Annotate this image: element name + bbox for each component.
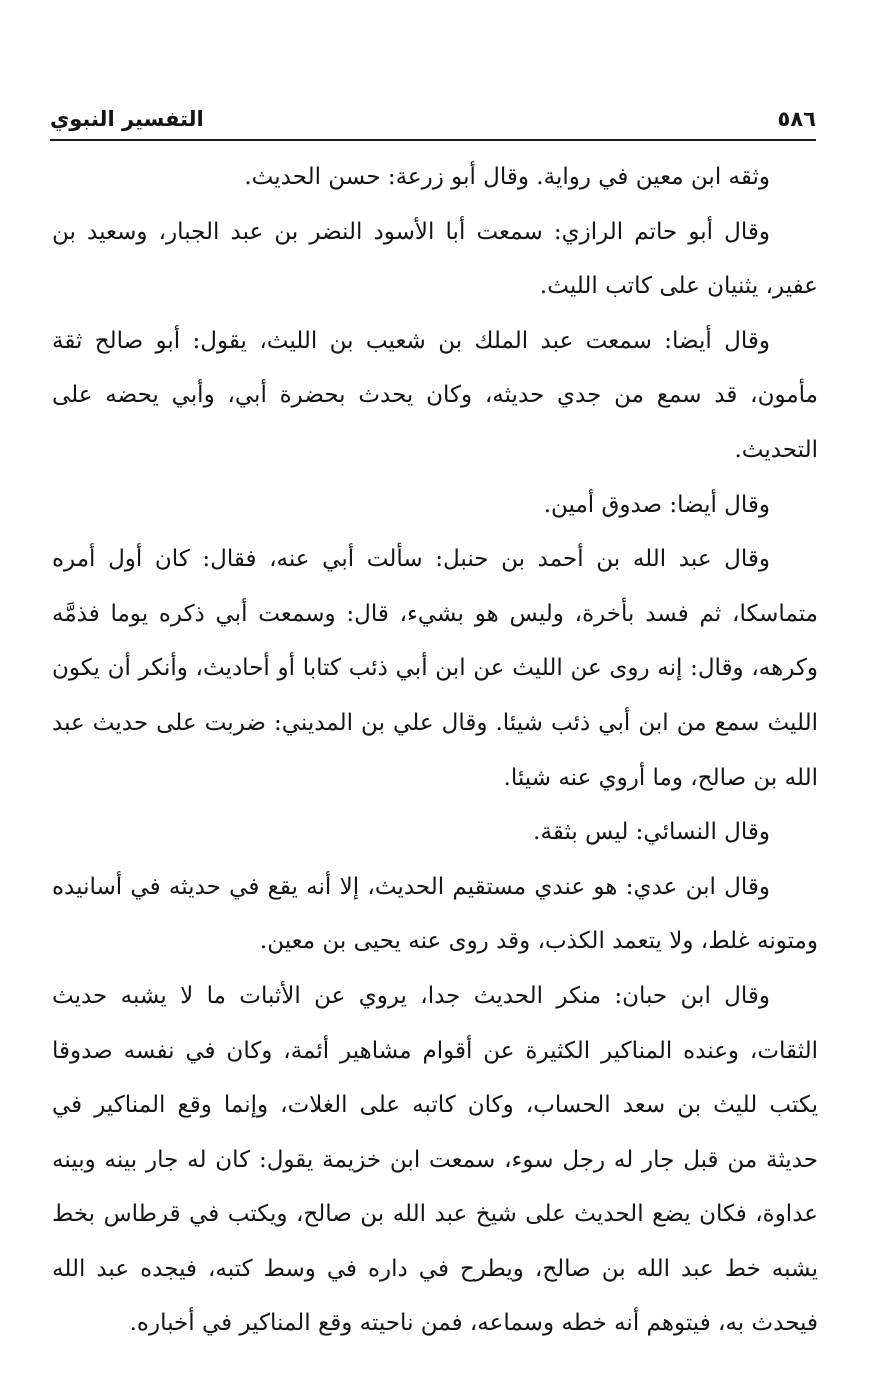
paragraph-1: وثقه ابن معين في رواية. وقال أبو زرعة: حسن الحديث. <box>244 164 770 190</box>
paragraph-5: وقال عبد الله بن أحمد بن حنبل: سألت أبي عنه، فقال: كان أول أمره متماسكا، ثم فسد بأخرة، وليس هو بشيء، قال: وسمعت أبي ذكره يوما فذمَّه وكرهه، وقال: إنه روى عن الليث عن ابن أبي ذئب كتابا أو أحاديث، وأنكر أن يكون الليث سمع من ابن أبي ذئب شيئا. وقال علي بن المديني: ضربت على حديث عبد الله بن صالح، وما أروي عنه شيئا. <box>52 546 818 791</box>
paragraph-2: وقال أبو حاتم الرازي: سمعت أبا الأسود النضر بن عبد الجبار، وسعيد بن عفير، يثنيان على كاتب الليث. <box>52 218 818 300</box>
paragraph-3: وقال أيضا: سمعت عبد الملك بن شعيب بن الليث، يقول: أبو صالح ثقة مأمون، قد سمع من جدي حديثه، وكان يحدث بحضرة أبي، وأبي يحضه على التحديث. <box>52 327 818 463</box>
running-title: التفسير النبوي <box>50 107 204 131</box>
page-header <box>50 104 816 138</box>
paragraph-8: وقال ابن حبان: منكر الحديث جدا، يروي عن الأثبات ما لا يشبه حديث الثقات، وعنده المناكير الكثيرة عن أقوام مشاهير أئمة، وكان في نفسه صدوقا يكتب لليث بن سعد الحساب، وكان كاتبه على الغلات، وإنما وقع المناكير في حديثة من قبل جار له رجل سوء، سمعت ابن خزيمة يقول: كان له جار بينه وبينه عداوة، فكان يضع الحديث على شيخ عبد الله بن صالح، ويكتب في قرطاس بخط يشبه خط عبد الله بن صالح، ويطرح في داره في وسط كتبه، فيجده عبد الله فيحدث به، فيتوهم أنه خطه وسماعه، فمن ناحيته وقع المناكير في أخباره. <box>52 982 818 1337</box>
paragraph-4: وقال أيضا: صدوق أمين. <box>543 491 770 518</box>
header-rule <box>50 139 816 141</box>
paragraph-7: وقال ابن عدي: هو عندي مستقيم الحديث، إلا أنه يقع في حديثه في أسانيده ومتونه غلط، ولا يتعمد الكذب، وقد روى عنه يحيى بن معين. <box>52 873 818 955</box>
paragraph-6: وقال النسائي: ليس بثقة. <box>533 819 770 846</box>
page-number: ٥٨٦ <box>777 107 816 131</box>
body-text <box>52 150 818 1351</box>
